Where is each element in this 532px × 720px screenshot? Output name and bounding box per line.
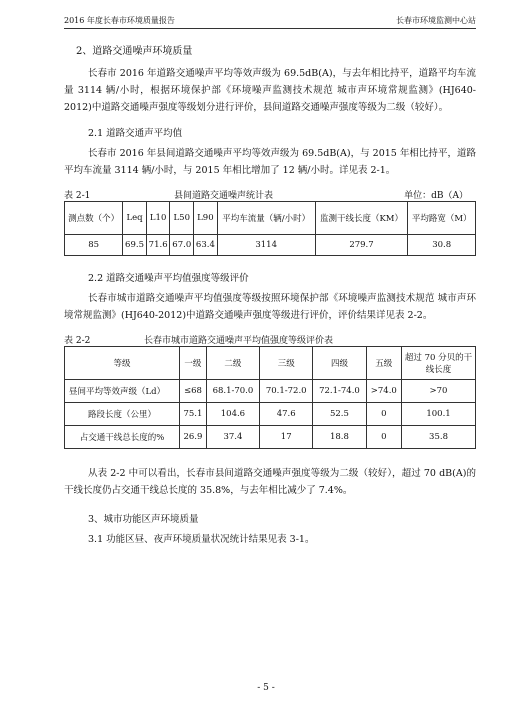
table-header-cell: L90 (194, 202, 218, 235)
table-row (65, 403, 476, 426)
table-cell: 279.7 (315, 235, 408, 256)
subsection-2-1-paragraph: 长春市 2016 年县间道路交通噪声平均等效声级为 69.5dB(A)，与 2015 年相比持平，道路平均车流量 3114 辆/小时，与 2015 年相比增加了 12 辆/小时。详见表 2-1。 (64, 148, 476, 176)
table-cell: 18.8 (313, 426, 366, 449)
table-2-1-unit: 单位：dB（A） (404, 190, 468, 201)
table-cell: 路段长度（公里） (65, 403, 180, 426)
table-cell: 0 (366, 403, 401, 426)
table-cell: 67.0 (170, 235, 194, 256)
table-cell: 85 (65, 235, 123, 256)
table-header-cell: L50 (170, 202, 194, 235)
table-2-2-title: 长春市城市道路交通噪声平均值强度等级评价表 (144, 335, 334, 346)
table-cell: 52.5 (313, 403, 366, 426)
page-header (64, 10, 476, 29)
table-cell: 47.6 (260, 403, 313, 426)
table-header-cell: 超过 70 分贝的干线长度 (402, 347, 476, 380)
table-2-2-label: 表 2-2 (64, 335, 91, 346)
table-2-2 (64, 346, 476, 449)
table-cell: 68.1-70.0 (206, 380, 259, 403)
subsection-2-2-paragraph: 长春市城市道路交通噪声平均值强度等级按照环境保护部《环境噪声监测技术规范 城市声环境常规监测》(HJ640-2012)中道路交通噪声强度等级进行评价，评价结果详见表 2-2。 (64, 293, 476, 321)
header-report-title: 2016 年度长春市环境质量报告 (64, 16, 175, 25)
table-header-row (65, 347, 476, 380)
table-cell: 占交通干线总长度的% (65, 426, 180, 449)
table-cell: 17 (260, 426, 313, 449)
table-cell: 70.1-72.0 (260, 380, 313, 403)
table-header-cell: 五级 (366, 347, 401, 380)
table-header-cell: 四级 (313, 347, 366, 380)
table-cell: 3114 (217, 235, 315, 256)
table-row (65, 380, 476, 403)
header-organization: 长春市环境监测中心站 (396, 16, 476, 25)
page-number: - 5 - (257, 683, 275, 693)
table-header-cell: 二级 (206, 347, 259, 380)
conclusion-paragraph: 从表 2-2 中可以看出，长春市县间道路交通噪声强度等级为二级（较好），超过 70 dB(A)的干线长度仍占交通干线总长度的 35.8%，与去年相比减少了 7.4%。 (64, 468, 476, 496)
section-2-title: 2、道路交通噪声环境质量 (76, 46, 193, 57)
table-cell: 26.9 (180, 426, 207, 449)
table-header-cell: 一级 (180, 347, 207, 380)
table-cell: >74.0 (366, 380, 401, 403)
subsection-2-1-title: 2.1 道路交通声平均值 (88, 128, 183, 139)
table-2-1-caption (64, 187, 476, 201)
section-3-title: 3、城市功能区声环境质量 (88, 514, 199, 525)
table-header-cell: 测点数（个） (65, 202, 123, 235)
subsection-3-1-text: 3.1 功能区昼、夜声环境质量状况统计结果见表 3-1。 (88, 534, 315, 545)
table-header-cell: L10 (146, 202, 170, 235)
table-cell: 69.5 (123, 235, 147, 256)
table-header-cell: Leq (123, 202, 147, 235)
table-header-cell: 等级 (65, 347, 180, 380)
table-cell: 昼间平均等效声级（Ld） (65, 380, 180, 403)
table-cell: 35.8 (402, 426, 476, 449)
table-2-1-label: 表 2-1 (64, 190, 91, 201)
table-cell: 100.1 (402, 403, 476, 426)
table-cell: 71.6 (146, 235, 170, 256)
page-content (64, 42, 476, 551)
table-header-cell: 三级 (260, 347, 313, 380)
table-2-1 (64, 201, 476, 256)
table-header-cell: 平均车流量（辆/小时） (217, 202, 315, 235)
table-row (65, 235, 476, 256)
table-cell: 72.1-74.0 (313, 380, 366, 403)
table-header-cell: 监测干线长度（KM） (315, 202, 408, 235)
table-cell: >70 (402, 380, 476, 403)
table-row (65, 426, 476, 449)
subsection-2-2-title: 2.2 道路交通噪声平均值强度等级评价 (88, 273, 249, 284)
table-cell: 0 (366, 426, 401, 449)
table-cell: 104.6 (206, 403, 259, 426)
table-cell: 37.4 (206, 426, 259, 449)
section-2-paragraph: 长春市 2016 年道路交通噪声平均等效声级为 69.5dB(A)，与去年相比持平，道路平均车流量 3114 辆/小时，根据环境保护部《环境噪声监测技术规范 城市声环境常规监测》(HJ640-2012)中道路交通噪声强度等级划分进行评价，县间道路交通噪声强度等级为二级（较好）。 (64, 68, 476, 113)
table-cell: 63.4 (194, 235, 218, 256)
table-cell: 75.1 (180, 403, 207, 426)
table-2-2-caption (64, 332, 476, 346)
table-header-cell: 平均路宽（M） (408, 202, 476, 235)
table-header-row (65, 202, 476, 235)
table-cell: ≤68 (180, 380, 207, 403)
table-cell: 30.8 (408, 235, 476, 256)
table-2-1-title: 县间道路交通噪声统计表 (174, 190, 274, 201)
